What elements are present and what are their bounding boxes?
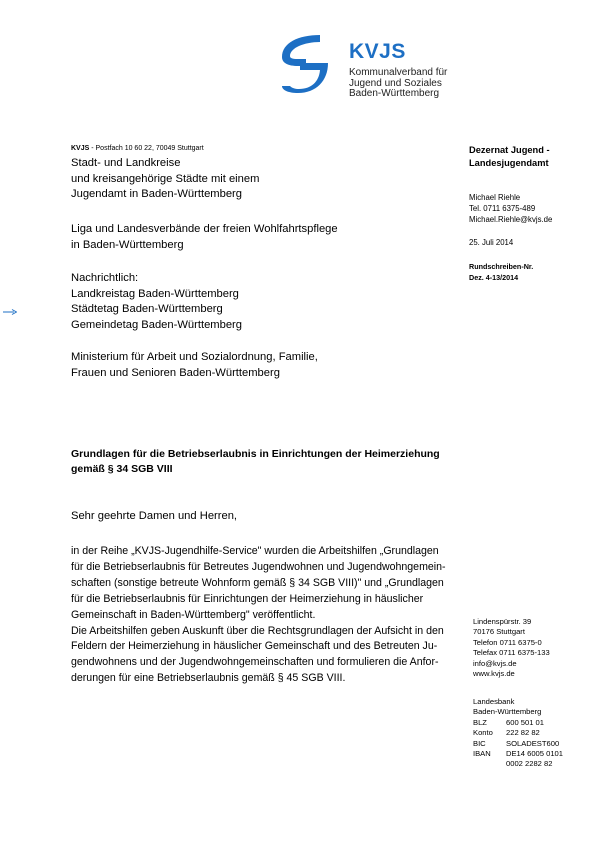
recipient-block	[71, 222, 338, 253]
bank-row	[473, 728, 563, 738]
recipient-line: Nachrichtlich:	[71, 272, 139, 284]
letter-subject: Grundlagen für die Betriebserlaubnis in Einrichtungen der Heimerziehung gemäß § 34 SGB VIII	[71, 448, 440, 475]
recipient-block	[71, 350, 318, 381]
sender-org: KVJS	[71, 145, 90, 152]
department-line: Landesjugendamt	[469, 157, 549, 168]
contact-phone: Tel. 0711 6375-489	[469, 203, 536, 213]
logo-subtitle-line: Jugend und Soziales	[349, 77, 442, 89]
bank-key: BLZ	[473, 717, 487, 727]
body-line: derungen für eine Betriebserlaubnis gemäß § 45 SGB VIII.	[71, 672, 346, 685]
bank-key: IBAN	[473, 749, 491, 759]
logo-subtitle	[349, 68, 447, 100]
body-line: in der Reihe „KVJS-Jugendhilfe-Service" wurden die Arbeitshilfen „Grundlagen	[71, 545, 439, 557]
recipient-line: Gemeindetag Baden-Württemberg	[71, 319, 243, 332]
recipient-line: Frauen und Senioren Baden-Württemberg	[71, 366, 280, 379]
recipient-line: Stadt- und Landkreise	[71, 157, 181, 169]
address-line: Telefax 0711 6375-133	[473, 648, 550, 658]
contact-info	[469, 193, 552, 225]
bank-value: 0002 2282 82	[506, 759, 553, 769]
recipient-line: und kreisangehörige Städte mit einem	[71, 172, 260, 185]
bank-value: DE14 6005 0101	[506, 749, 564, 759]
body-line: für die Betriebserlaubnis für Einrichtungen der Heimerziehung in häuslicher	[71, 592, 424, 605]
bank-row	[473, 739, 563, 749]
bank-details	[473, 697, 563, 770]
kvjs-logo-icon	[276, 33, 334, 95]
body-line: für die Betriebserlaubnis für Betreutes Jugendwohnen und Jugendwohngemein-	[71, 560, 446, 573]
contact-email: Michael.Riehle@kvjs.de	[469, 214, 553, 224]
recipient-line: Liga und Landesverbände der freien Wohlfahrtspflege	[71, 223, 338, 235]
salutation: Sehr geehrte Damen und Herren,	[71, 510, 238, 522]
department	[469, 144, 550, 169]
fold-mark-arrow-icon	[3, 309, 17, 315]
recipient-line: Städtetag Baden-Württemberg	[71, 303, 223, 316]
address-line: info@kvjs.de	[473, 658, 517, 668]
body-line: gendwohnens und der Jugendwohngemeinschaften und formulieren die Anfor-	[71, 656, 439, 669]
department-line: Dezernat Jugend -	[469, 145, 550, 155]
logo-subtitle-line: Baden-Württemberg	[349, 88, 440, 99]
bank-row	[473, 718, 563, 728]
address-line: Telefon 0711 6375-0	[473, 637, 542, 647]
sender-line	[71, 145, 204, 152]
bank-value: 600 501 01	[506, 717, 545, 727]
bank-key: Konto	[473, 728, 493, 738]
logo-subtitle-line: Kommunalverband für	[349, 67, 448, 78]
bank-key	[473, 759, 506, 769]
body-line: schaften (sonstige betreute Wohnform gemäß § 34 SGB VIII)" und „Grundlagen	[71, 576, 444, 589]
bank-row	[473, 749, 563, 759]
bank-name: Landesbank	[473, 697, 515, 706]
bank-name: Baden-Württemberg	[473, 707, 542, 717]
recipient-line: in Baden-Württemberg	[71, 238, 184, 251]
address-line: 70176 Stuttgart	[473, 627, 525, 637]
recipient-line: Ministerium für Arbeit und Sozialordnung, Familie,	[71, 351, 318, 363]
body-line: Feldern der Heimerziehung in häuslicher Gemeinschaft und des Betreuten Ju-	[71, 640, 438, 653]
logo-wordmark: KVJS	[349, 40, 406, 63]
recipient-block	[71, 156, 259, 203]
circular-number	[469, 262, 533, 283]
body-line: Die Arbeitshilfen geben Auskunft über die Rechtsgrundlagen der Aufsicht in den	[71, 624, 444, 637]
letter-body	[71, 544, 463, 687]
address-line: Lindenspürstr. 39	[473, 617, 532, 626]
bank-value: SOLADEST600	[506, 738, 560, 748]
bank-row	[473, 759, 563, 769]
bank-value: 222 82 82	[506, 728, 540, 738]
recipient-line: Jugendamt in Baden-Württemberg	[71, 188, 243, 201]
circular-value: Dez. 4-13/2014	[469, 272, 519, 282]
circular-label: Rundschreiben-Nr.	[469, 262, 534, 271]
bank-key: BIC	[473, 738, 486, 748]
recipient-line: Landkreistag Baden-Württemberg	[71, 287, 239, 300]
body-line: Gemeinschaft in Baden-Württemberg" veröffentlicht.	[71, 608, 316, 621]
address-line: www.kvjs.de	[473, 669, 515, 679]
cc-block	[71, 271, 242, 334]
letter-date: 25. Juli 2014	[469, 238, 514, 247]
organization-address	[473, 617, 550, 679]
sender-address: - Postfach 10 60 22, 70049 Stuttgart	[89, 145, 204, 152]
contact-name: Michael Riehle	[469, 193, 521, 202]
